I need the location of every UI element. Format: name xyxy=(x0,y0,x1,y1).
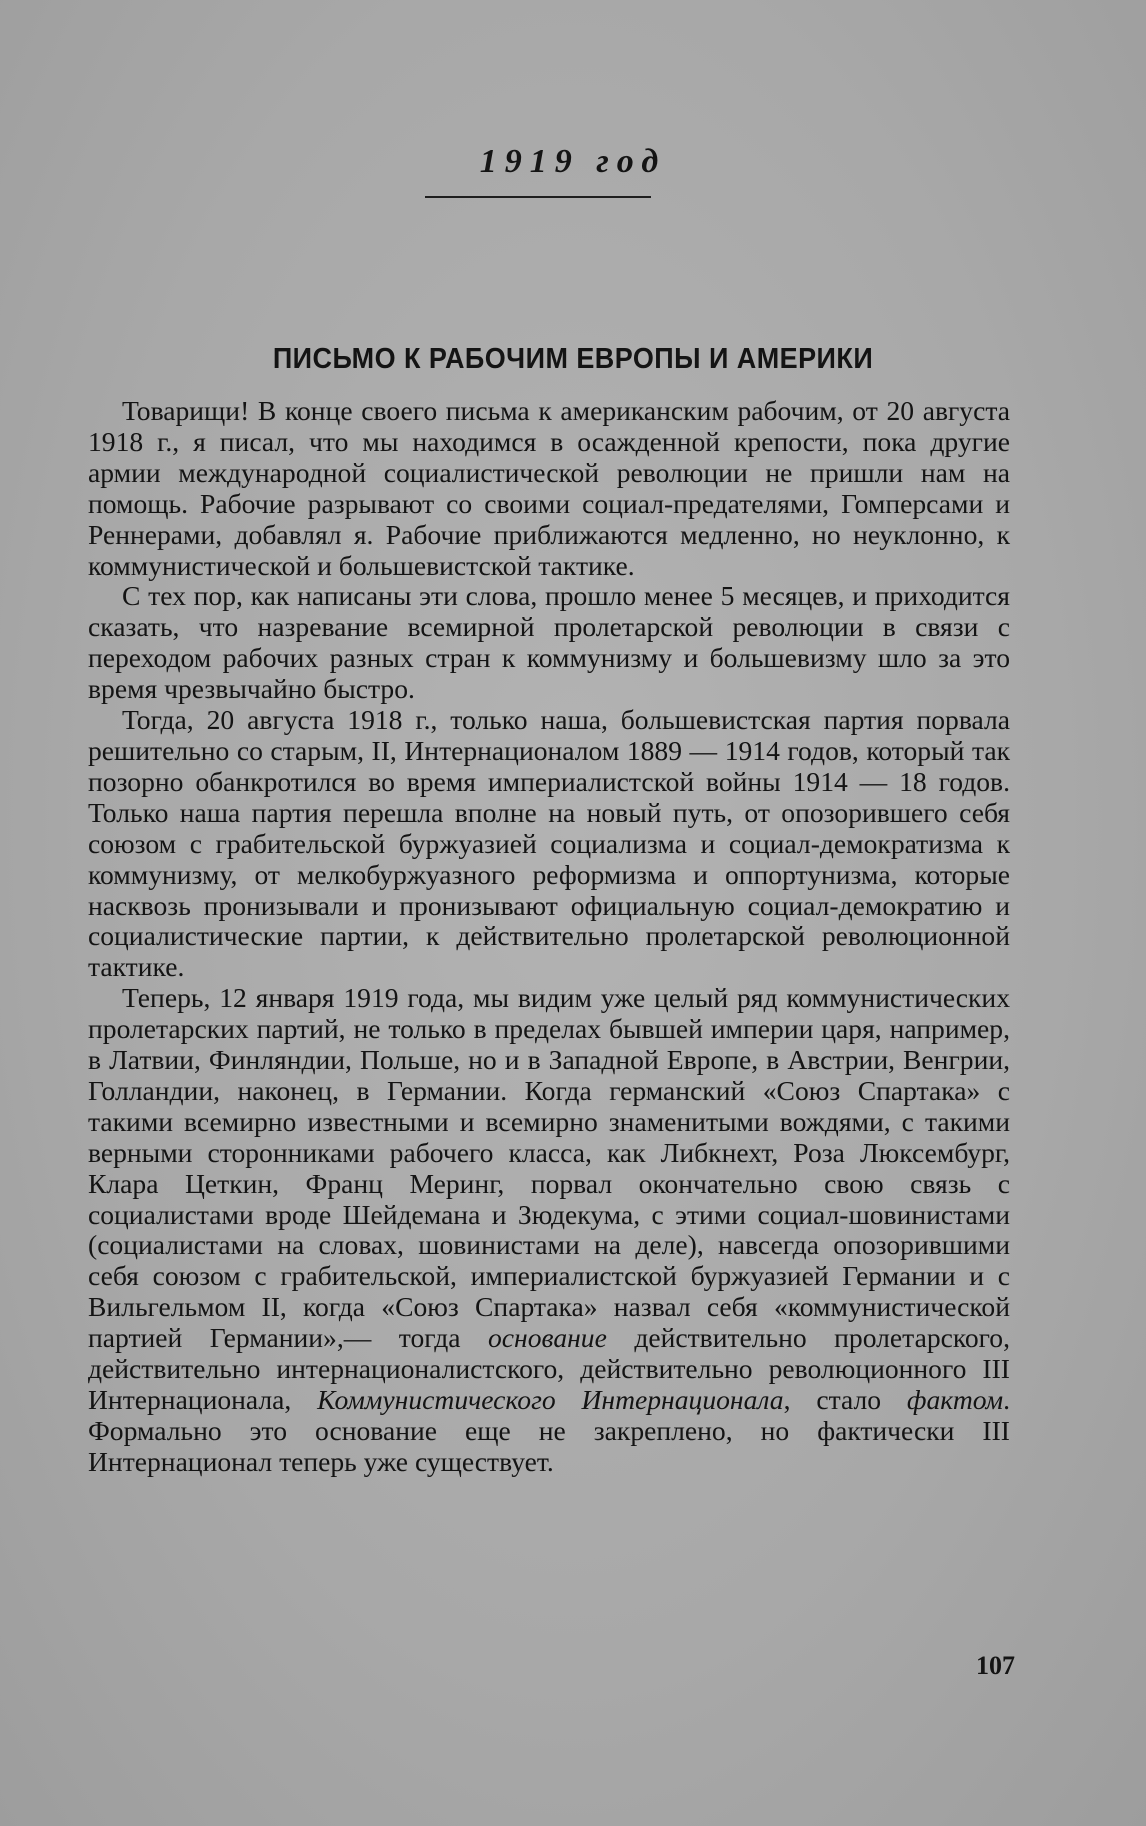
paragraph-1: Товарищи! В конце своего письма к американским рабочим, от 20 августа 1918 г., я писал, что мы находимся в осажденной крепости, пока другие армии международной социалистической революции не пришли нам на помощь. Рабочие разрывают со своими социал-предателями, Гомперсами и Реннерами, добавлял я. Рабочие приближаются медленно, но неуклонно, к коммунистической и большевистской тактике. xyxy=(88,395,1010,581)
paragraph-4 xyxy=(88,983,1010,1478)
emphasis-communist-international: Коммунистического Интернационала xyxy=(317,1384,784,1415)
running-head: 1919 год xyxy=(479,143,667,180)
head-rule xyxy=(425,196,651,198)
paragraph-2: С тех пор, как написаны эти слова, прошло менее 5 месяцев, и приходится сказать, что назревание всемирной пролетарской революции в связи с переходом рабочих разных стран к коммунизму и большевизму шло за это время чрезвычайно быстро. xyxy=(88,580,1010,705)
paragraph-3: Тогда, 20 августа 1918 г., только наша, большевистская партия порвала решительно со старым, II, Интернационалом 1889 — 1914 годов, который так позорно обанкротился во время империалистской войны 1914 — 18 годов. Только наша партия перешла вполне на новый путь, от опозорившего себя союзом с грабительской буржуазией социализма и социал-демократизма к коммунизму, от мелкобуржуазного реформизма и оппортунизма, которые насквозь пронизывали и пронизывают официальную социал-демократию и социалистические партии, к действительно пролетарской революционной тактике. xyxy=(88,704,1010,983)
paragraph-4-part-d: . Формально это основание еще не закреплено, но фактически III Интернационал теперь уже существует. xyxy=(88,1384,1011,1477)
emphasis-faktom: фактом xyxy=(906,1384,1004,1415)
body-text xyxy=(88,396,1010,1478)
paragraph-4-part-b: действительно пролетарского, действительно интернационалистского, действительно революционного III Интернационала, xyxy=(88,1322,1010,1415)
paragraph-4-part-a: Теперь, 12 января 1919 года, мы видим уже целый ряд коммунистических пролетарских партий, не только в пределах бывшей империи царя, например, в Латвии, Финляндии, Польше, но и в Западной Европе, в Австрии, Венгрии, Голландии, наконец, в Германии. Когда германский «Союз Спартака» с такими всемирно известными и всемирно знаменитыми вождями, с такими верными сторонниками рабочего класса, как Либкнехт, Роза Люксембург, Клара Цеткин, Франц Меринг, порвал окончательно свою связь с социалистами вроде Шейдемана и Зюдекума, с этими социал-шовинистами (социалистами на словах, шовинистами на деле), навсегда опозорившими себя союзом с грабительской, империалистской буржуазией Германии и с Вильгельмом II, когда «Союз Спартака» назвал себя «коммунистической партией Германии»,— тогда xyxy=(88,982,1010,1354)
article-title: ПИСЬМО К РАБОЧИМ ЕВРОПЫ И АМЕРИКИ xyxy=(272,343,874,375)
emphasis-osnovanie: основание xyxy=(488,1322,607,1354)
page-number: 107 xyxy=(976,1651,1015,1680)
paragraph-4-part-c: , стало xyxy=(783,1384,907,1415)
